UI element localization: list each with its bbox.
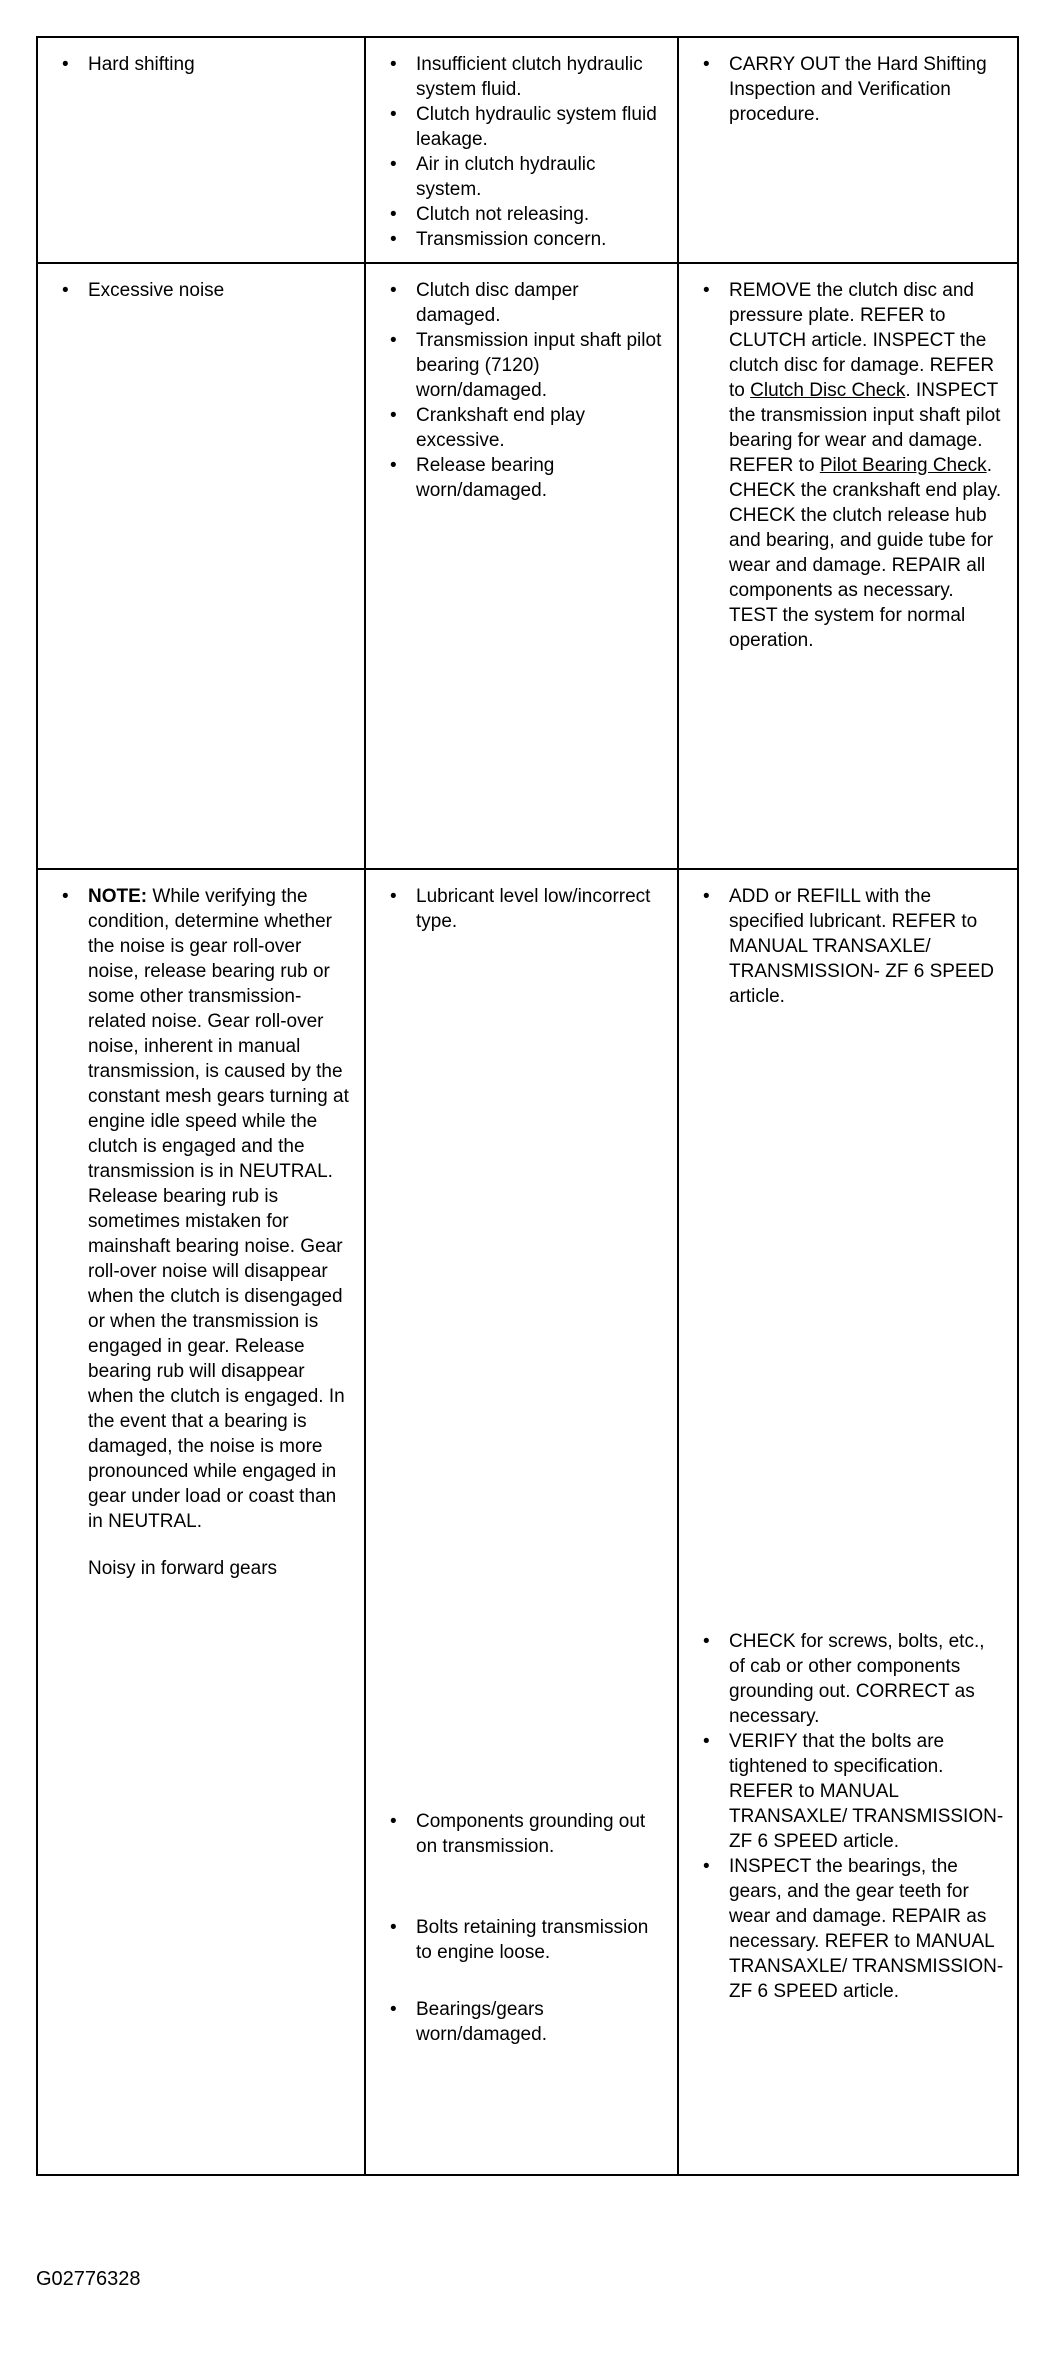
cause-cell — [365, 263, 678, 869]
condition-cell — [37, 263, 365, 869]
cause-item: • Bolts retaining transmission to engine loose. — [380, 1915, 665, 1965]
condition-item: Noisy in forward gears — [88, 1558, 278, 1579]
action-cell — [678, 37, 1018, 263]
condition-item: • Hard shifting — [52, 52, 352, 77]
action-item: • INSPECT the bearings, the gears, and the gear teeth for wear and damage. REPAIR as necessary. REFER to MANUAL TRANSAXLE/ TRANSMISSION- ZF 6 SPEED article. — [693, 1854, 1005, 2004]
note-label: NOTE: — [88, 886, 148, 907]
cause-item: • Insufficient clutch hydraulic system fluid. — [380, 52, 665, 102]
action-text: . CHECK the crankshaft end play. CHECK the clutch release hub and bearing, and guide tube for wear and damage. REPAIR all components as necessary. TEST the system for normal operation. — [729, 455, 1002, 651]
cause-cell — [365, 37, 678, 263]
cause-cell — [365, 869, 678, 2175]
cause-item: • Release bearing worn/damaged. — [380, 453, 665, 503]
cause-item: • Lubricant level low/incorrect type. — [380, 884, 665, 934]
action-cell — [678, 263, 1018, 869]
action-item: • CARRY OUT the Hard Shifting Inspection and Verification procedure. — [693, 52, 1005, 127]
note-item — [52, 884, 352, 1581]
condition-cell — [37, 37, 365, 263]
cause-item: • Air in clutch hydraulic system. — [380, 152, 665, 202]
action-cell — [678, 869, 1018, 2175]
pilot-bearing-check-link[interactable]: Pilot Bearing Check — [819, 455, 987, 476]
table-row — [37, 37, 1018, 263]
action-item: • VERIFY that the bolts are tightened to specification. REFER to MANUAL TRANSAXLE/ TRANSMISSION- ZF 6 SPEED article. — [693, 1729, 1005, 1854]
table-row — [37, 869, 1018, 2175]
note-text: While verifying the condition, determine whether the noise is gear roll-over noise, release bearing rub or some other transmission-related noise. Gear roll-over noise, inherent in manual transmission, is caused by the constant mesh gears turning at engine idle speed while the clutch is engaged and the transmission is in NEUTRAL. Release bearing rub is sometimes mistaken for mainshaft bearing noise. Gear roll-over noise will disappear when the clutch is disengaged or when the transmission is engaged in gear. Release bearing rub will disappear when the clutch is engaged. In the event that a bearing is damaged, the noise is more pronounced while engaged in gear under load or coast than in NEUTRAL. — [88, 886, 349, 1532]
action-item — [693, 278, 1005, 653]
cause-item: • Components grounding out on transmission. — [380, 1809, 665, 1859]
action-text: . INSPECT the transmission input shaft pilot bearing for wear and damage. REFER to — [729, 380, 1001, 476]
cause-item: • Bearings/gears worn/damaged. — [380, 1997, 665, 2047]
cause-item: • Crankshaft end play excessive. — [380, 403, 665, 453]
cause-item: • Clutch hydraulic system fluid leakage. — [380, 102, 665, 152]
table-row — [37, 263, 1018, 869]
figure-code: G02776328 — [36, 2268, 141, 2290]
action-text: REMOVE the clutch disc and pressure plate. REFER to CLUTCH article. INSPECT the clutch disc for damage. REFER to — [729, 280, 995, 401]
cause-item: • Transmission input shaft pilot bearing (7120) worn/damaged. — [380, 328, 665, 403]
condition-cell — [37, 869, 365, 2175]
action-item: • ADD or REFILL with the specified lubricant. REFER to MANUAL TRANSAXLE/ TRANSMISSION- ZF 6 SPEED article. — [693, 884, 1005, 1009]
diagnostic-table — [36, 36, 1019, 2176]
condition-item: • Excessive noise — [52, 278, 352, 303]
cause-item: • Transmission concern. — [380, 227, 665, 252]
clutch-disc-check-link[interactable]: Clutch Disc Check — [750, 380, 906, 401]
cause-item: • Clutch disc damper damaged. — [380, 278, 665, 328]
action-item: • CHECK for screws, bolts, etc., of cab or other components grounding out. CORRECT as necessary. — [693, 1629, 1005, 1729]
cause-item: • Clutch not releasing. — [380, 202, 665, 227]
